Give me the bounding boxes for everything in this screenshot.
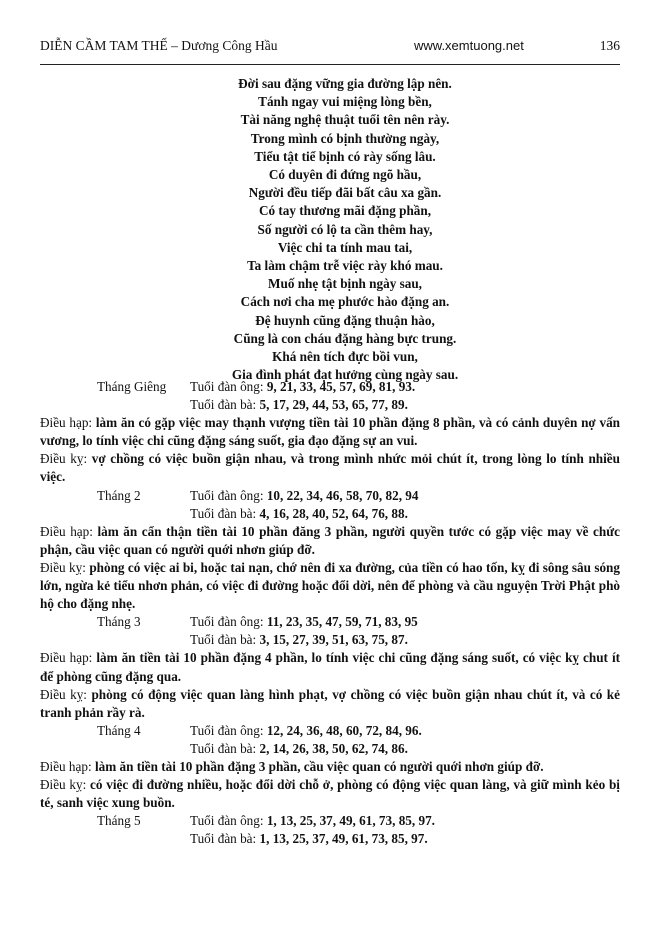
poem-line: Cũng là con cháu đặng hàng bực trung. <box>233 330 457 346</box>
poem-line: Tiểu tật tiể bịnh có rày sống lâu. <box>254 148 436 164</box>
favorable-paragraph <box>40 414 620 450</box>
male-ages: 1, 13, 25, 37, 49, 61, 73, 85, 97. <box>263 813 435 829</box>
female-ages-label: Tuổi đàn bà: <box>190 632 257 648</box>
favorable-text: làm ăn tiền tài 10 phần đặng 4 phần, lo tính việc chi cũng đặng sáng suốt, có việc kỵ chut ít để phòng cũng đặng qua. <box>40 650 620 684</box>
avoid-text: phòng có động việc quan làng hình phạt, vợ chồng có việc buồn giận nhau chút ít, và có kẻ tranh phản rầy rà. <box>40 686 620 720</box>
female-ages-row <box>40 505 620 523</box>
poem-line: Có tay thương mãi đặng phần, <box>258 203 432 219</box>
male-ages-row <box>40 812 620 830</box>
female-ages-label: Tuổi đàn bà: <box>190 740 257 756</box>
favorable-label: Điều hạp: <box>40 523 93 539</box>
female-ages-label: Tuổi đàn bà: <box>190 831 257 847</box>
female-ages-row <box>40 631 620 649</box>
male-ages: 12, 24, 36, 48, 60, 72, 84, 96. <box>263 722 422 738</box>
poem-line: Cách nơi cha mẹ phước hào đặng an. <box>240 294 450 310</box>
female-ages: 3, 15, 27, 39, 51, 63, 75, 87. <box>256 632 408 648</box>
favorable-text: làm ăn tiền tài 10 phần đặng 3 phần, cầu việc quan có người quới nhơn giúp đỡ. <box>91 758 544 774</box>
male-ages-row <box>40 487 620 505</box>
male-ages-label: Tuổi đàn ông: <box>190 614 264 630</box>
male-ages-row <box>40 378 620 396</box>
poem-line: Ta làm chậm trễ việc rày khó mau. <box>247 258 443 274</box>
poem-line: Số người có lộ ta cần thêm hay, <box>257 221 433 237</box>
favorable-label: Điều hạp: <box>40 650 93 666</box>
female-ages: 1, 13, 25, 37, 49, 61, 73, 85, 97. <box>256 831 428 847</box>
male-ages-row <box>40 722 620 740</box>
page-number: 136 <box>599 38 620 53</box>
poem-line: Người đều tiếp đãi bất câu xa gần. <box>248 185 442 201</box>
poem-line: Trong mình có bịnh thường ngày, <box>250 130 440 146</box>
female-ages-label: Tuổi đàn bà: <box>190 397 257 413</box>
favorable-label: Điều hạp: <box>40 415 93 431</box>
poem-line: Đời sau đặng vững gia đường lập nên. <box>238 76 452 91</box>
poem-line: Tài năng nghệ thuật tuổi tên nên rày. <box>240 112 450 128</box>
website-url[interactable]: www.xemtuong.net <box>414 38 524 53</box>
female-ages-row <box>40 396 620 414</box>
favorable-paragraph <box>40 649 620 685</box>
poem-line: Khá nên tích đực bồi vun, <box>272 349 418 365</box>
male-ages-label: Tuổi đàn ông: <box>190 813 264 829</box>
male-ages: 10, 22, 34, 46, 58, 70, 82, 94 <box>263 487 419 503</box>
poem-line: Gia đình phát đạt hưởng cùng ngày sau. <box>231 367 459 383</box>
avoid-text: vợ chồng có việc buồn giận nhau, và trong mình nhức mỏi chút ít, trong lòng lo tính nhiều việc. <box>40 451 620 485</box>
avoid-paragraph <box>40 559 620 613</box>
page-header <box>40 38 620 60</box>
poem-line: Có duyên đi đứng ngõ hầu, <box>268 167 422 183</box>
female-ages: 5, 17, 29, 44, 53, 65, 77, 89. <box>256 397 408 413</box>
male-ages: 9, 21, 33, 45, 57, 69, 81, 93. <box>263 379 416 394</box>
book-title: DIỄN CẦM TAM THẾ – Dương Công Hầu <box>40 38 278 53</box>
avoid-paragraph <box>40 686 620 722</box>
month-name: Tháng 4 <box>97 722 141 738</box>
favorable-text: làm ăn cẩn thận tiền tài 10 phần đăng 3 phần, người quyền tước có gặp việc may về chức phận, cầu việc quan có người quới nhơn giúp đỡ. <box>40 523 620 557</box>
header-divider <box>40 64 620 65</box>
favorable-text: làm ăn có gặp việc may thạnh vượng tiền tài 10 phần đặng 8 phần, và có cảnh duyên nợ vấn vương, lo tính việc chi cũng đặng sáng suốt, gia đạo đặng sự an vui. <box>40 415 620 449</box>
male-ages-label: Tuổi đàn ông: <box>190 379 264 394</box>
poem <box>40 75 620 384</box>
poem-line: Muố nhẹ tật bịnh ngày sau, <box>268 276 422 292</box>
monthly-fortunes <box>40 378 620 848</box>
avoid-paragraph <box>40 450 620 486</box>
poem-line: Việc chi ta tính mau tai, <box>277 239 413 255</box>
avoid-label: Điều kỵ: <box>40 451 88 467</box>
month-name: Tháng 3 <box>97 614 141 630</box>
male-ages-label: Tuổi đàn ông: <box>190 722 264 738</box>
poem-line: Đệ huynh cũng đặng thuận hào, <box>255 312 435 328</box>
female-ages: 4, 16, 28, 40, 52, 64, 76, 88. <box>256 505 408 521</box>
avoid-paragraph <box>40 776 620 812</box>
avoid-label: Điều kỵ: <box>40 686 87 702</box>
female-ages-label: Tuổi đàn bà: <box>190 505 257 521</box>
female-ages-row <box>40 830 620 848</box>
month-name: Tháng 2 <box>97 487 141 503</box>
avoid-label: Điều kỵ: <box>40 559 86 575</box>
avoid-text: có việc đi đường nhiều, hoặc đổi dời chỗ ở, phòng có động việc quan làng, và giữ mình kẻo bị té, sanh việc xung buồn. <box>40 777 620 811</box>
avoid-label: Điều kỵ: <box>40 777 87 793</box>
female-ages-row <box>40 740 620 758</box>
favorable-paragraph <box>40 758 620 776</box>
poem-line: Tánh ngay vui miệng lòng bền, <box>258 94 432 110</box>
favorable-paragraph <box>40 523 620 559</box>
favorable-label: Điều hạp: <box>40 758 92 774</box>
female-ages: 2, 14, 26, 38, 50, 62, 74, 86. <box>256 740 408 756</box>
month-name: Tháng 5 <box>97 813 141 829</box>
male-ages-row <box>40 613 620 631</box>
month-name: Tháng Giêng <box>97 379 167 394</box>
avoid-text: phòng có việc ai bi, hoặc tai nạn, chớ nên đi xa đường, của tiền có hao tốn, kỵ đi sông sâu sóng lớn, ngừa kẻ tiểu nhơn phản, có việc đi đường hoặc đổi dời, nên để phòng và cầu nguyện Trời Phật phò hộ cho đặng nhẹ. <box>40 559 620 612</box>
male-ages: 11, 23, 35, 47, 59, 71, 83, 95 <box>263 614 418 630</box>
male-ages-label: Tuổi đàn ông: <box>190 487 264 503</box>
